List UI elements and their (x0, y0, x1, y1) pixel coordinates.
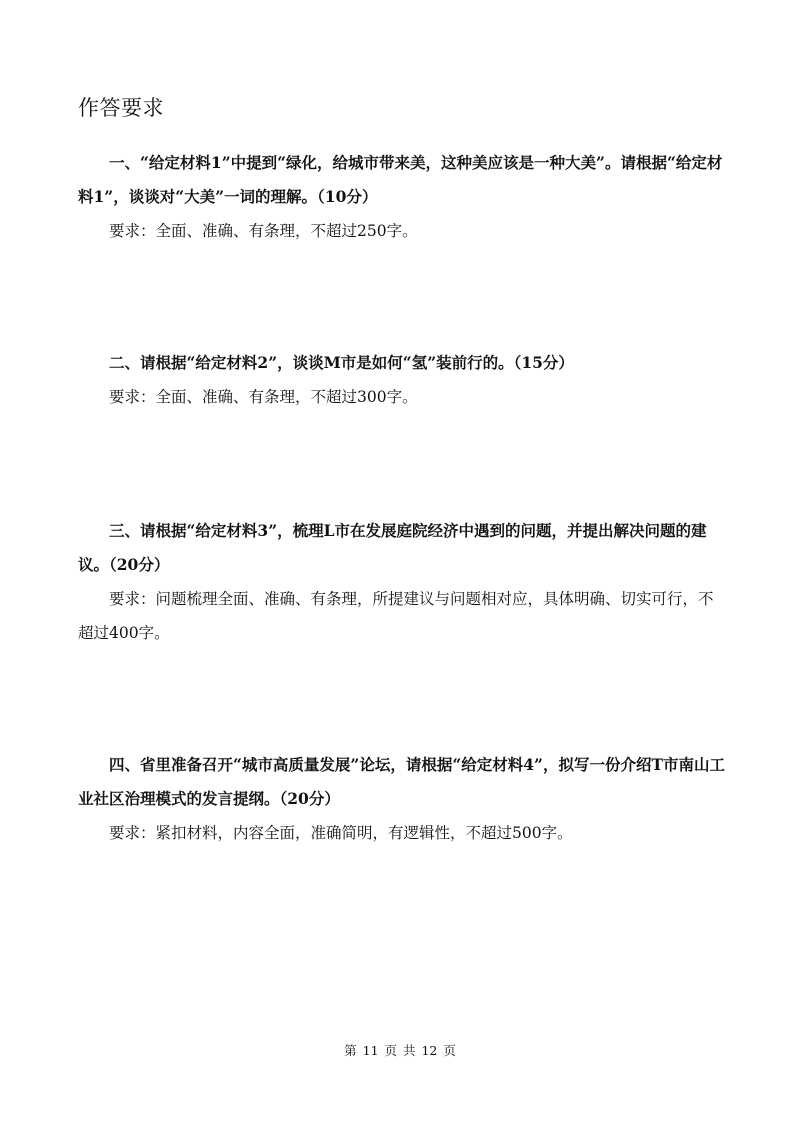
question-2: 二、请根据“给定材料2”，谈谈M市是如何“氢”装前行的。（15分） (109, 353, 574, 372)
question-1-requirement: 要求：全面、准确、有条理，不超过250字。 (109, 222, 418, 240)
section-heading: 作答要求 (78, 96, 164, 120)
question-3: 三、请根据“给定材料3”，梳理L市在发展庭院经济中遇到的问题，并提出解决问题的建议。（20分） (78, 521, 707, 574)
question-1: 一、“给定材料1”中提到“绿化，给城市带来美，这种美应该是一种大美”。请根据“给定材料1”，谈谈对“大美”一词的理解。（10分） (78, 153, 723, 206)
question-2-requirement: 要求：全面、准确、有条理，不超过300字。 (109, 388, 418, 406)
page-footer: 第 11 页 共 12 页 (344, 1043, 456, 1058)
question-4-requirement: 要求：紧扣材料，内容全面，准确简明，有逻辑性，不超过500字。 (109, 824, 573, 842)
question-3-requirement: 要求：问题梳理全面、准确、有条理，所提建议与问题相对应，具体明确、切实可行，不超过400字。 (78, 590, 714, 642)
question-4: 四、省里准备召开“城市高质量发展”论坛，请根据“给定材料4”，拟写一份介绍T市南山工业社区治理模式的发言提纲。（20分） (78, 755, 725, 808)
